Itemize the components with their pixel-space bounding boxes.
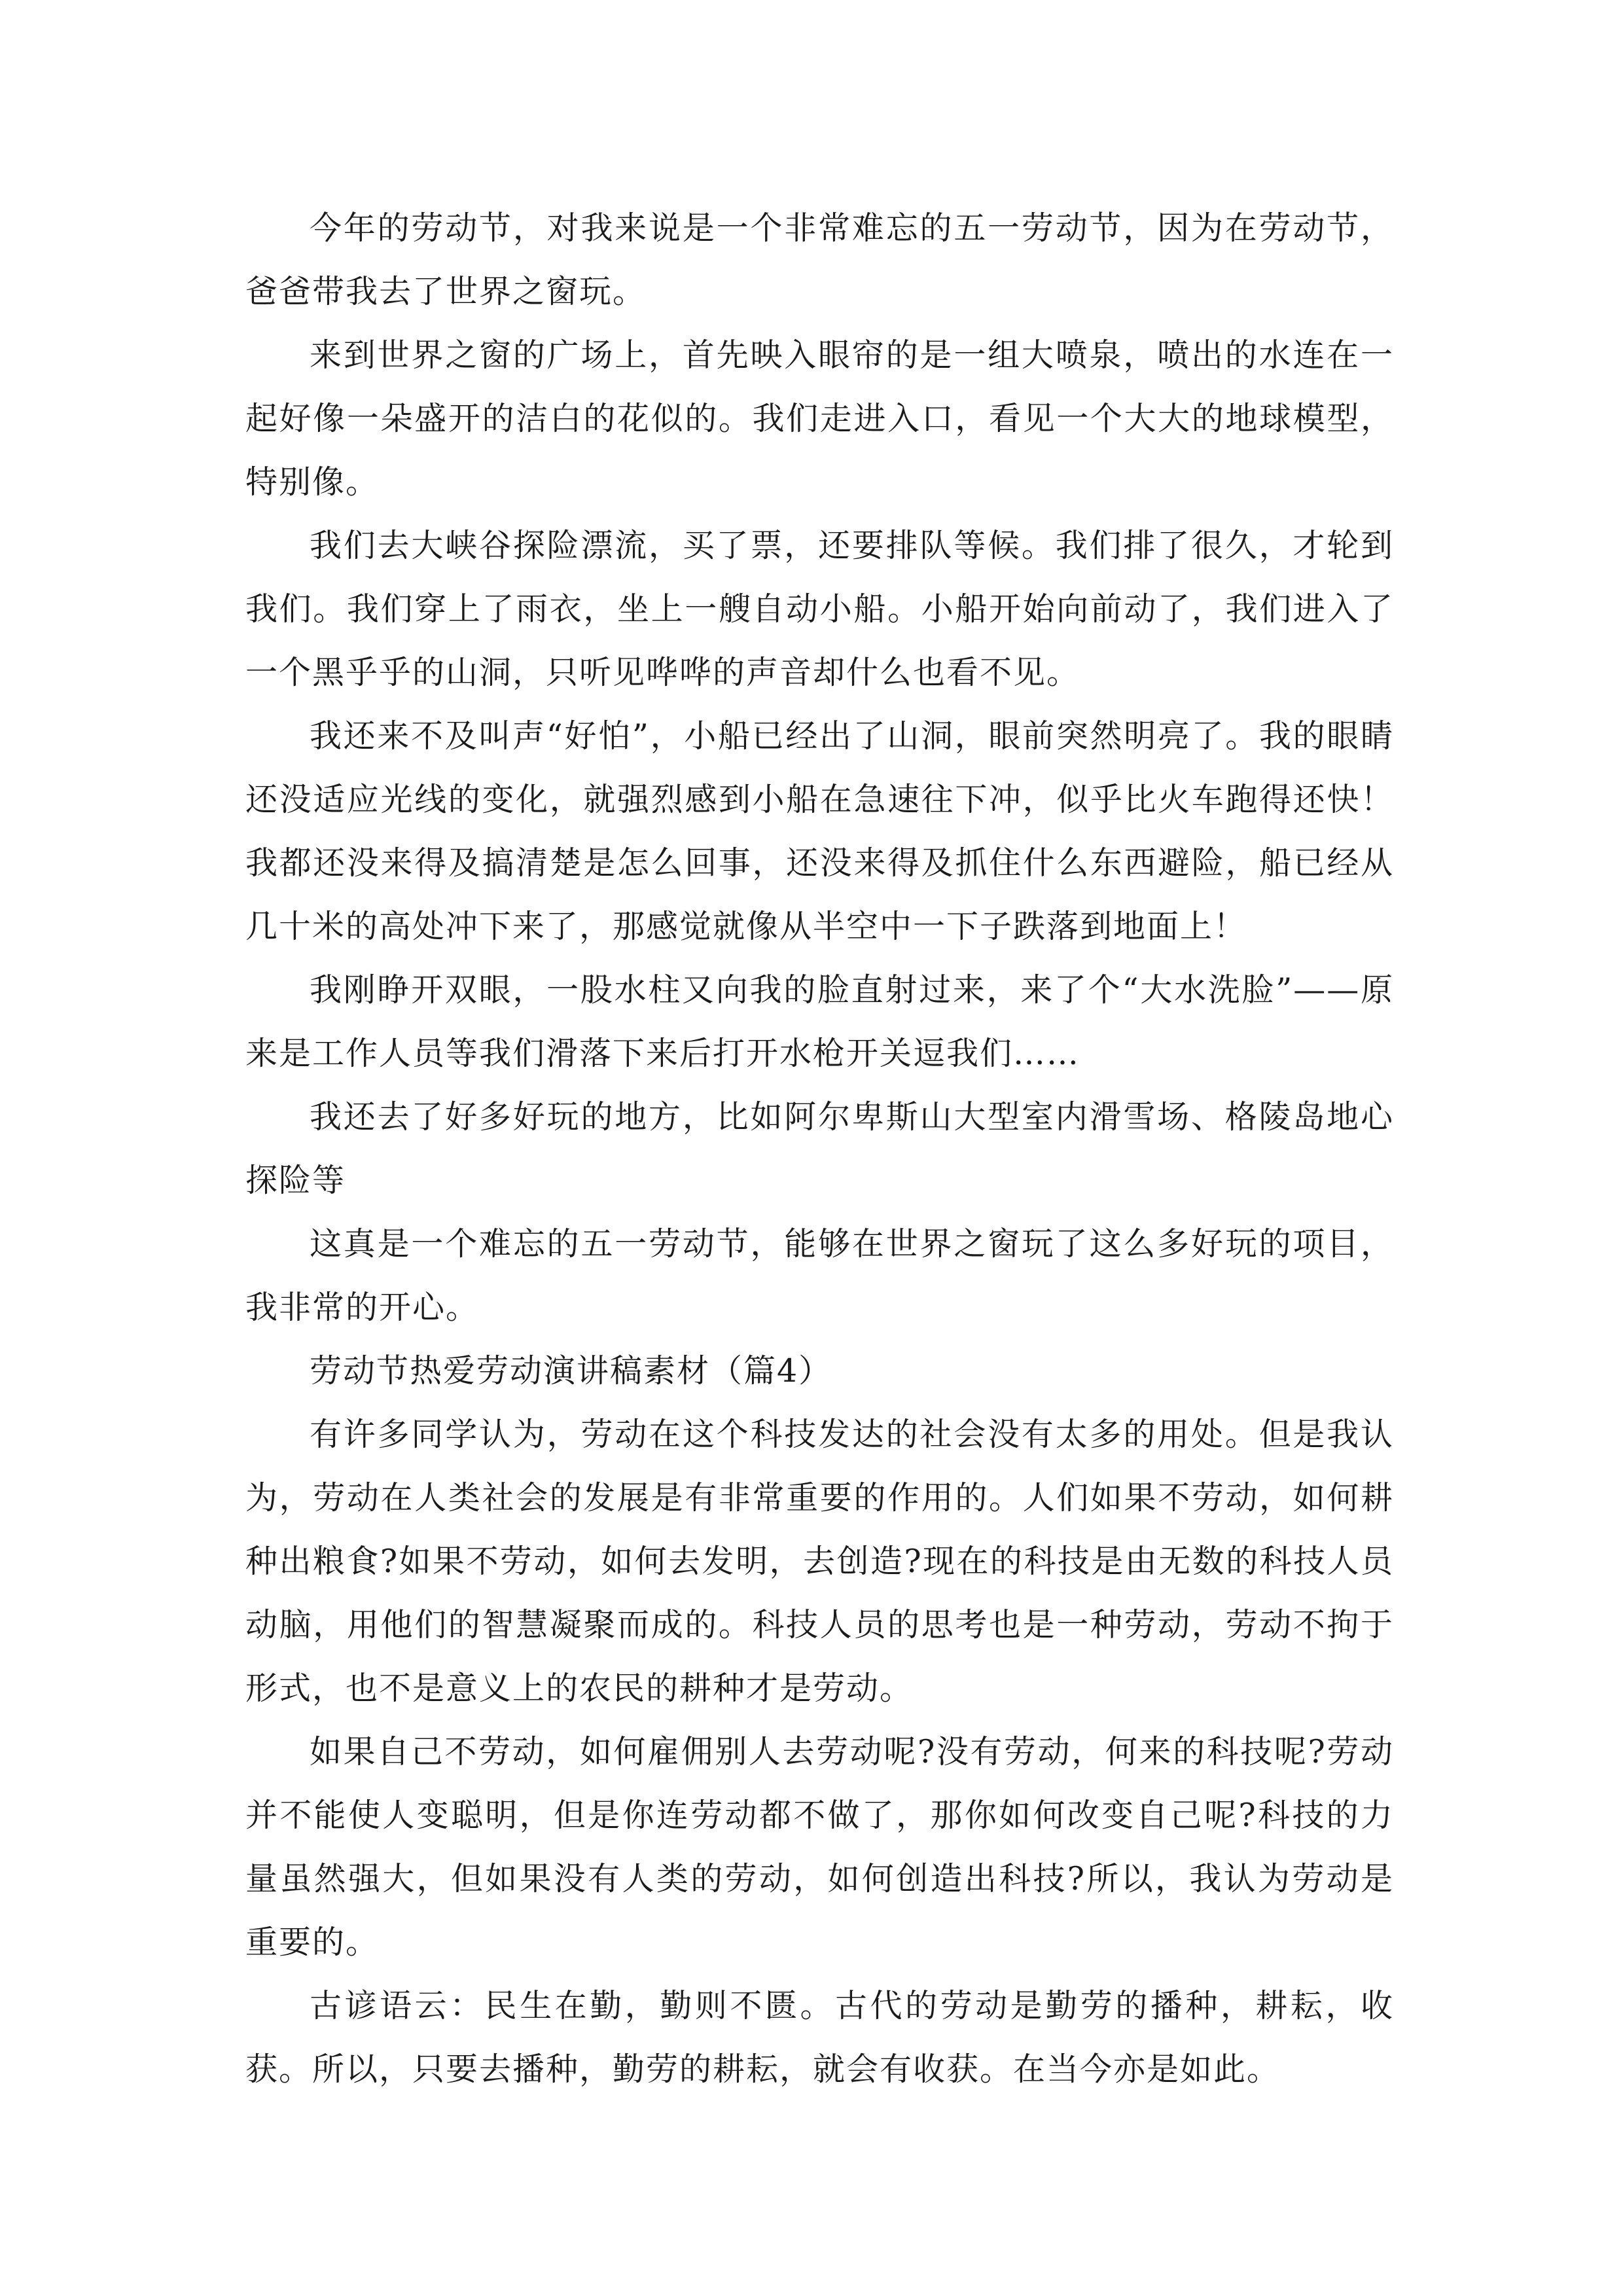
text-column [245,196,1394,2101]
section-paragraph-1: 有许多同学认为，劳动在这个科技发达的社会没有太多的用处。但是我认为，劳动在人类社会的发展是有非常重要的作用的。人们如果不劳动，如何耕种出粮食?如果不劳动，如何去发明，去创造?现在的科技是由无数的科技人员动脑，用他们的智慧凝聚而成的。科技人员的思考也是一种劳动，劳动不拘于形式，也不是意义上的农民的耕种才是劳动。 [245,1416,1394,1707]
section-paragraph-2: 如果自己不劳动，如何雇佣别人去劳动呢?没有劳动，何来的科技呢?劳动并不能使人变聪明，但是你连劳动都不做了，那你如何改变自己呢?科技的力量虽然强大，但如果没有人类的劳动，如何创造出科技?所以，我认为劳动是重要的。 [245,1733,1394,1961]
paragraph-3: 我们去大峡谷探险漂流，买了票，还要排队等候。我们排了很久，才轮到我们。我们穿上了雨衣，坐上一艘自动小船。小船开始向前动了，我们进入了一个黑乎乎的山洞，只听见哗哗的声音却什么也看不见。 [245,527,1394,691]
paragraph-6: 我还去了好多好玩的地方，比如阿尔卑斯山大型室内滑雪场、格陵岛地心探险等 [245,1098,1394,1199]
paragraph-4: 我还来不及叫声“好怕”，小船已经出了山洞，眼前突然明亮了。我的眼睛还没适应光线的变化，就强烈感到小船在急速往下冲，似乎比火车跑得还快！我都还没来得及搞清楚是怎么回事，还没来得及抓住什么东西避险，船已经从几十米的高处冲下来了，那感觉就像从半空中一下子跌落到地面上！ [245,717,1394,945]
paragraph-1: 今年的劳动节，对我来说是一个非常难忘的五一劳动节，因为在劳动节，爸爸带我去了世界之窗玩。 [245,209,1394,310]
section-paragraph-3: 古谚语云：民生在勤，勤则不匮。古代的劳动是勤劳的播种，耕耘，收获。所以，只要去播种，勤劳的耕耘，就会有收获。在当今亦是如此。 [245,1987,1394,2088]
paragraph-5: 我刚睁开双眼，一股水柱又向我的脸直射过来，来了个“大水洗脸”——原来是工作人员等我们滑落下来后打开水枪开关逗我们…… [245,971,1394,1072]
section-title: 劳动节热爱劳动演讲稿素材（篇4） [310,1352,832,1390]
paragraph-2: 来到世界之窗的广场上，首先映入眼帘的是一组大喷泉，喷出的水连在一起好像一朵盛开的洁白的花似的。我们走进入口，看见一个大大的地球模型，特别像。 [245,336,1394,501]
paragraph-7: 这真是一个难忘的五一劳动节，能够在世界之窗玩了这么多好玩的项目，我非常的开心。 [245,1225,1394,1326]
